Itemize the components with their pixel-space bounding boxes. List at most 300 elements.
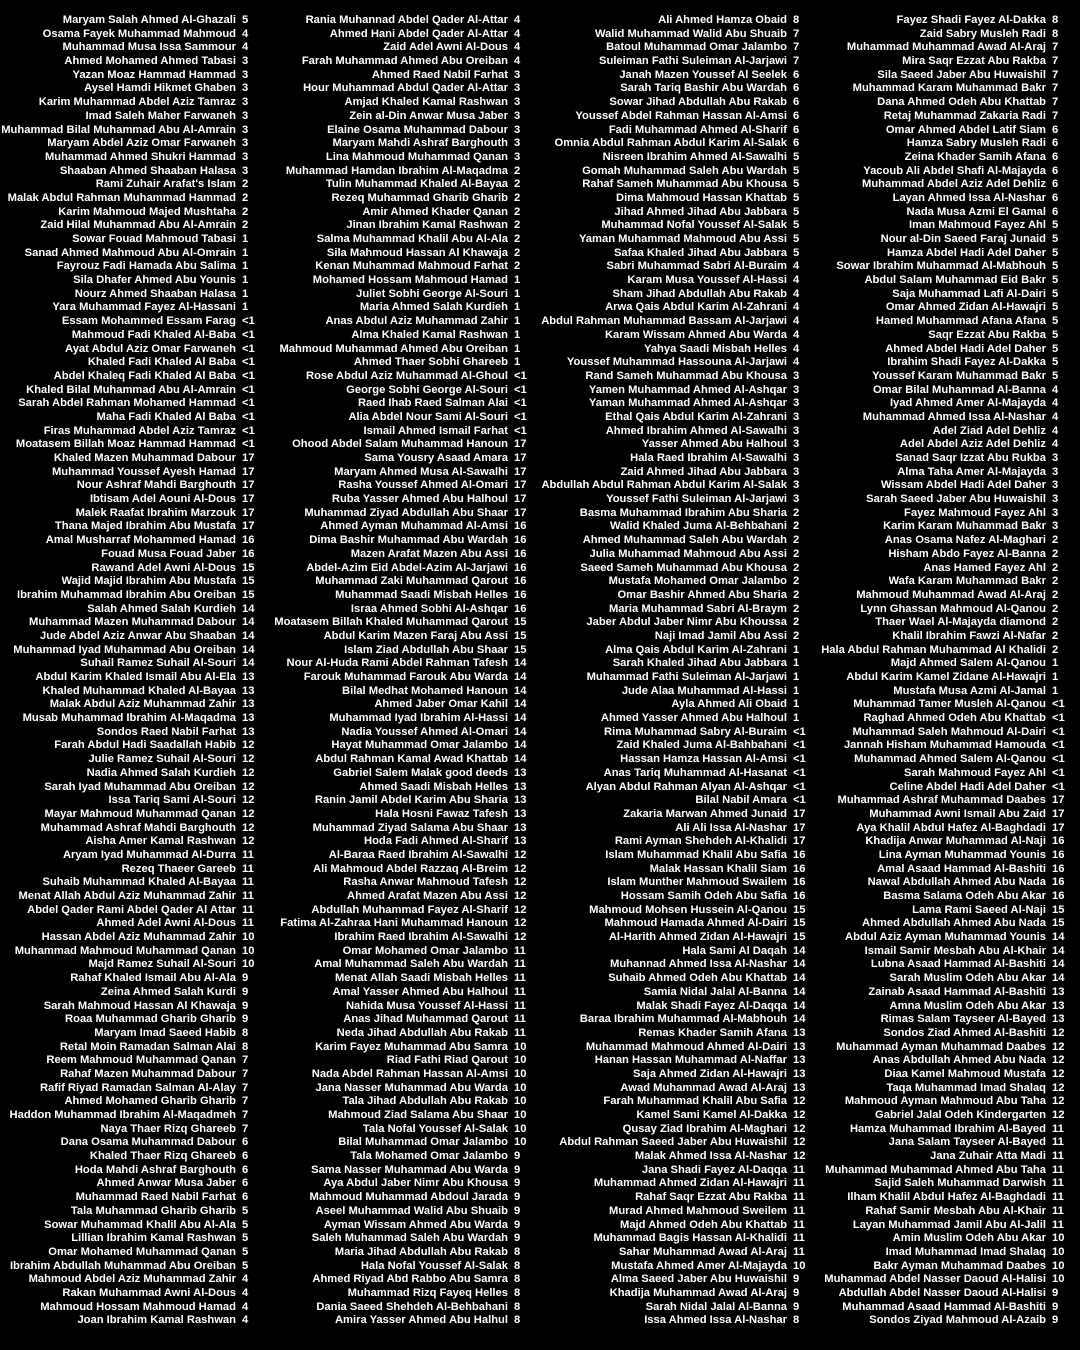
list-item [812, 986, 1068, 1000]
person-age: 3 [242, 137, 249, 150]
person-name: Mira Saqr Ezzat Abu Rakba [902, 55, 1046, 68]
person-age: 9 [514, 1150, 521, 1163]
list-item [534, 890, 809, 904]
person-name: Hoda Fadi Ahmed Al-Sharif [364, 835, 508, 848]
person-name: Omnia Abdul Rahman Abdul Karim Al-Salak [554, 137, 787, 150]
person-name: Mustafa Mohamed Omar Jalambo [608, 575, 787, 588]
person-age: 1 [1052, 671, 1059, 683]
person-name: Sowar Fouad Mahmoud Tabasi [72, 233, 236, 245]
list-item [812, 657, 1068, 671]
list-item [262, 1082, 530, 1096]
list-item [534, 1082, 809, 1096]
person-age: 14 [514, 657, 527, 670]
person-name: Hassan Hamza Hassan Al-Amsi [620, 753, 787, 766]
person-age: 11 [793, 1191, 805, 1204]
list-item [534, 931, 809, 945]
person-age: 10 [242, 944, 255, 957]
person-name: Sila Saeed Jaber Abu Huwaishil [877, 68, 1046, 81]
person-age: 15 [514, 616, 527, 629]
list-item [534, 1013, 809, 1027]
person-name: Muhammad Ayman Muhammad Daabes [836, 1040, 1046, 1053]
list-item [812, 562, 1068, 576]
list-item [812, 520, 1068, 534]
person-name: Tala Mohamed Omar Jalambo [350, 1150, 508, 1163]
list-item [812, 1054, 1068, 1068]
person-name: Sowar Muhammad Khalil Abu Al-Ala [44, 1218, 236, 1231]
person-name: Qusay Ziad Ibrahim Al-Maghari [622, 1122, 787, 1135]
list-item [812, 178, 1068, 192]
list-item [262, 206, 530, 220]
person-age: 17 [793, 835, 806, 848]
list-item [262, 493, 530, 507]
person-name: Ibrahim Shadi Fayez Al-Dakka [887, 356, 1046, 369]
person-age: 1 [514, 356, 521, 369]
person-name: Islam Muhammad Khalil Abu Safia [605, 848, 787, 861]
person-age: 17 [514, 506, 527, 519]
person-name: Maryam Salah Ahmed Al-Ghazali [62, 14, 236, 26]
person-name: Ahmed Thaer Sobhi Ghareeb [353, 356, 508, 369]
person-name: Lina Ayman Muhammad Younis [878, 848, 1046, 861]
person-name: Rimas Salam Tayseer Al-Bayed [880, 1013, 1046, 1026]
person-age: 10 [514, 1054, 527, 1067]
person-age: 7 [793, 41, 800, 54]
person-age: 11 [1052, 1177, 1064, 1190]
person-age: 17 [1052, 807, 1065, 820]
person-name: Jana Nasser Muhammad Abu Warda [315, 1081, 508, 1094]
person-name: Saeed Sameh Muhammad Abu Khousa [580, 561, 787, 574]
person-age: 14 [793, 985, 806, 998]
list-item [0, 644, 258, 658]
list-item [262, 1219, 530, 1233]
list-item [534, 151, 809, 165]
memorial-name-list [0, 14, 1080, 1344]
person-age: 2 [1052, 575, 1059, 588]
list-item [0, 110, 258, 124]
list-item [262, 1054, 530, 1068]
person-name: Amir Ahmed Khader Qanan [362, 205, 508, 218]
person-age: 2 [793, 520, 800, 533]
person-age: 6 [793, 123, 800, 136]
person-name: Jihad Ahmed Jihad Abu Jabbara [614, 205, 787, 218]
list-item [534, 315, 809, 329]
list-item [262, 890, 530, 904]
list-item [262, 1000, 530, 1014]
person-name: Jana Zuhair Atta Madi [930, 1150, 1046, 1163]
list-item [534, 698, 809, 712]
list-item [0, 1260, 258, 1274]
list-item [0, 972, 258, 986]
person-name: Muhammad Tamer Musleh Al-Qanou [853, 698, 1046, 711]
person-age: 14 [793, 944, 806, 957]
list-item [262, 1260, 530, 1274]
person-age: 13 [242, 725, 255, 738]
person-name: Issa Ahmed Issa Al-Nashar [644, 1314, 787, 1327]
list-item [812, 1150, 1068, 1164]
person-name: Youssef Fathi Suleiman Al-Jarjawi [606, 493, 787, 506]
person-age: 10 [514, 1109, 527, 1121]
list-item [0, 1314, 258, 1328]
person-name: Aisha Amer Kamal Rashwan [85, 835, 236, 848]
list-item [534, 165, 809, 179]
person-name: Nawal Abdullah Ahmed Abu Nada [867, 876, 1046, 889]
person-age: 2 [514, 219, 521, 232]
person-name: Tulin Muhammad Khaled Al-Bayaa [325, 178, 508, 191]
list-item [262, 1205, 530, 1219]
list-item [812, 726, 1068, 740]
person-age: 10 [514, 1136, 527, 1149]
person-age: 14 [514, 712, 527, 725]
list-item [262, 110, 530, 124]
person-age: 12 [793, 1150, 806, 1163]
list-item [0, 247, 258, 261]
person-age: 14 [242, 629, 255, 642]
list-item [0, 917, 258, 931]
person-age: 14 [793, 972, 806, 985]
list-item [534, 82, 809, 96]
list-item [534, 644, 809, 658]
person-name: Khaled Mazen Muhammad Dabour [53, 452, 236, 464]
person-name: Gabriel Salem Malak good deeds [333, 766, 508, 779]
person-name: Abdul Karim Kamel Zidane Al-Hawajri [846, 671, 1046, 683]
person-name: Layan Ahmed Issa Al-Nashar [892, 191, 1046, 204]
person-name: Ibtisam Adel Aouni Al-Dous [89, 493, 236, 506]
person-age: 6 [242, 1136, 249, 1149]
person-age: 14 [514, 739, 527, 752]
person-name: Hala Abdul Rahman Muhammad Al Khalidi [821, 643, 1046, 656]
person-age: 4 [1052, 383, 1059, 396]
person-name: Al-Harith Ahmed Zidan Al-Hawajri [608, 931, 787, 944]
list-item [0, 137, 258, 151]
list-item [812, 343, 1068, 357]
person-age: 16 [514, 602, 527, 615]
person-age: <1 [793, 725, 806, 738]
person-age: 3 [1052, 465, 1059, 478]
list-item [812, 822, 1068, 836]
person-name: Alia Abdel Nour Sami Al-Souri [348, 410, 508, 423]
person-name: Muhammad Muhammad Ahmed Abu Taha [825, 1163, 1046, 1176]
person-name: Aryam Iyad Muhammad Al-Durra [62, 848, 236, 861]
person-name: Lina Mahmoud Muhammad Qanan [325, 150, 508, 163]
list-item [0, 1301, 258, 1315]
person-name: Mahmoud Ayman Mahmoud Abu Taha [844, 1095, 1046, 1108]
person-name: Nadia Youssef Ahmed Al-Omari [341, 725, 508, 738]
list-item [812, 794, 1068, 808]
list-item [0, 1041, 258, 1055]
person-age: 4 [242, 1273, 249, 1286]
person-name: Ahmed Muhammad Saleh Abu Wardah [582, 534, 787, 547]
person-age: 2 [242, 191, 249, 204]
person-name: Ahmed Ibrahim Ahmed Al-Sawalhi [605, 424, 787, 437]
person-age: 17 [242, 506, 255, 519]
person-name: Zaid Adel Awni Al-Dous [383, 41, 508, 54]
list-item [534, 753, 809, 767]
person-name: Janah Mazen Youssef Al Seelek [619, 68, 787, 81]
person-age: <1 [793, 794, 806, 807]
person-age: <1 [242, 438, 255, 451]
list-item [262, 603, 530, 617]
person-name: Zeina Ahmed Salah Kurdi [100, 985, 236, 998]
list-item [812, 1191, 1068, 1205]
list-item [534, 1314, 809, 1328]
person-age: 6 [1052, 178, 1059, 191]
list-item [534, 1273, 809, 1287]
person-age: 16 [242, 547, 255, 560]
list-item [262, 986, 530, 1000]
list-item [262, 96, 530, 110]
list-item [0, 124, 258, 138]
list-item [812, 1082, 1068, 1096]
person-name: Hayat Muhammad Omar Jalambo [331, 739, 508, 752]
person-age: 12 [514, 862, 527, 875]
list-item [0, 808, 258, 822]
person-age: 15 [514, 643, 527, 656]
person-name: Sarah Khaled Jihad Abu Jabbara [612, 657, 787, 670]
list-item [0, 657, 258, 671]
person-name: Muhammad Karam Muhammad Bakr [852, 82, 1046, 95]
list-item [262, 726, 530, 740]
list-item [0, 1287, 258, 1301]
person-age: 12 [242, 807, 255, 820]
person-name: Sila Dhafer Ahmed Abu Younis [73, 274, 236, 287]
person-age: 17 [793, 807, 806, 820]
list-item [812, 356, 1068, 370]
person-age: 11 [1052, 1150, 1064, 1163]
person-name: Nour al-Din Saeed Faraj Junaid [880, 233, 1046, 245]
person-age: 14 [1052, 931, 1065, 944]
person-age: 1 [514, 342, 521, 355]
list-item [0, 452, 258, 466]
person-name: Ali Ahmed Hamza Obaid [658, 14, 787, 26]
person-age: 4 [793, 274, 800, 287]
person-name: Rasha Anwar Mahmoud Tafesh [343, 876, 508, 889]
person-age: 1 [242, 301, 249, 314]
person-age: 12 [514, 931, 527, 944]
person-name: Abdullah Muhammad Fayez Al-Sharif [311, 903, 508, 916]
person-age: 3 [1052, 506, 1059, 519]
person-name: Omar Bashir Ahmed Abu Sharia [617, 588, 787, 601]
person-name: Iyad Ahmed Amer Al-Majayda [889, 397, 1046, 410]
list-item [534, 1219, 809, 1233]
person-age: <1 [242, 397, 255, 410]
person-age: 11 [514, 944, 526, 957]
list-item [812, 124, 1068, 138]
person-name: Karam Musa Youssef Al-Hassi [627, 274, 787, 287]
person-age: 5 [1052, 315, 1059, 328]
list-item [262, 233, 530, 247]
person-age: 1 [242, 287, 249, 300]
person-age: 10 [1052, 1245, 1065, 1258]
person-age: 17 [514, 452, 527, 464]
person-name: Sarah Saeed Jaber Abu Huwaishil [866, 493, 1046, 506]
person-age: 3 [514, 137, 521, 150]
person-age: 8 [1052, 14, 1059, 26]
person-age: 3 [514, 109, 521, 122]
person-name: Yacoub Ali Abdel Shafi Al-Majayda [863, 164, 1046, 177]
person-name: Sanad Ahmed Mahmoud Abu Al-Omrain [24, 246, 236, 259]
person-name: Khaled Muhammad Khaled Al-Bayaa [42, 684, 236, 697]
person-age: 9 [514, 1163, 521, 1176]
person-name: Taqa Muhammad Imad Shalaq [886, 1081, 1046, 1094]
person-name: Fayrouz Fadi Hamada Abu Salima [56, 260, 236, 273]
person-name: Abdullah Abdul Rahman Abdul Karim Al-Salak [541, 479, 787, 492]
person-age: 11 [514, 958, 526, 971]
person-age: 5 [1052, 369, 1059, 382]
person-name: Musab Muhammad Ibrahim Al-Maqadma [22, 712, 236, 725]
person-name: Ayat Abdul Aziz Omar Farwaneh [65, 342, 236, 355]
list-item [0, 1054, 258, 1068]
person-name: Zaid Khaled Juma Al-Bahbahani [616, 739, 787, 752]
person-name: Muhammad Iyad Ibrahim Al-Hassi [329, 712, 508, 725]
list-item [262, 657, 530, 671]
list-item [812, 329, 1068, 343]
list-item [0, 1095, 258, 1109]
list-item [0, 219, 258, 233]
list-item [534, 630, 809, 644]
list-item [262, 356, 530, 370]
person-name: Yazan Moaz Hammad Hammad [72, 68, 236, 81]
person-name: Maryam Abdel Aziz Omar Farwaneh [47, 137, 236, 150]
list-item [812, 904, 1068, 918]
person-age: 6 [1052, 150, 1059, 163]
person-age: <1 [1052, 712, 1065, 725]
person-name: Zaid Sabry Musleh Radi [919, 27, 1046, 40]
person-age: 4 [793, 260, 800, 273]
list-item [812, 739, 1068, 753]
person-age: 12 [242, 794, 255, 807]
person-age: 16 [1052, 876, 1065, 889]
person-name: Anas Tariq Muhammad Al-Hasanat [603, 766, 787, 779]
person-name: Ranin Jamil Abdel Karim Abu Sharia [314, 794, 508, 807]
person-age: 15 [793, 931, 806, 944]
person-age: 4 [514, 55, 521, 68]
list-item [534, 562, 809, 576]
person-age: 8 [242, 1040, 249, 1053]
list-item [812, 69, 1068, 83]
list-item [534, 1109, 809, 1123]
person-name: Muhammad Zaki Muhammad Qarout [315, 575, 508, 588]
person-age: 10 [514, 1122, 527, 1135]
person-name: Menat Allah Saadi Misbah Helles [334, 972, 508, 985]
person-age: 5 [242, 1218, 249, 1231]
person-name: Abdul Rahman Saeed Jaber Abu Huwaishil [559, 1136, 787, 1149]
person-name: Sarah Iyad Muhammad Abu Oreiban [44, 780, 236, 793]
list-item [262, 260, 530, 274]
person-age: 4 [242, 1286, 249, 1299]
list-item [534, 397, 809, 411]
list-item [812, 534, 1068, 548]
list-item [262, 781, 530, 795]
list-item [0, 739, 258, 753]
list-item [812, 411, 1068, 425]
person-name: Menat Allah Abdul Aziz Muhammad Zahir [18, 890, 236, 902]
person-name: Saja Muhammad Lafi Al-Dairi [892, 287, 1046, 300]
list-item [812, 671, 1068, 685]
list-item [0, 1136, 258, 1150]
person-age: 11 [242, 917, 254, 930]
person-age: 9 [1052, 1314, 1059, 1327]
list-item [262, 835, 530, 849]
person-name: Yasser Ahmed Abu Halhoul [641, 438, 787, 451]
person-name: Sondos Ziad Ahmed Al-Bashiti [883, 1026, 1046, 1039]
list-item [534, 137, 809, 151]
person-age: 13 [242, 684, 255, 697]
list-item [812, 110, 1068, 124]
person-name: Essam Mohammed Essam Farag [61, 315, 236, 328]
person-name: Hala Nofal Youssef Al-Salak [360, 1259, 508, 1272]
list-item [534, 739, 809, 753]
person-name: George Sobhi George Al-Souri [346, 383, 508, 396]
list-item [262, 562, 530, 576]
person-name: Alma Taha Amer Al-Majayda [897, 465, 1046, 478]
list-item [812, 808, 1068, 822]
person-name: Abdel Khaleq Fadi Khaled Al Baba [53, 369, 236, 382]
list-item [0, 233, 258, 247]
person-name: Sham Jihad Abdullah Abu Rakab [612, 287, 787, 300]
person-age: 14 [1052, 972, 1065, 985]
person-name: Alma Qais Abdul Karim Al-Zahrani [605, 643, 787, 656]
list-item [262, 1273, 530, 1287]
list-item [262, 1177, 530, 1191]
person-name: Muhammad Youssef Ayesh Hamad [51, 465, 236, 478]
person-age: 17 [1052, 794, 1065, 807]
person-age: <1 [514, 424, 527, 437]
person-name: Aseel Muhammad Walid Abu Shuaib [315, 1204, 508, 1217]
person-name: Muhammad Ahmed Shukri Hammad [44, 150, 236, 163]
list-item [262, 14, 530, 28]
person-age: 13 [514, 821, 527, 834]
person-name: Hamed Muhammad Afana Afana [875, 315, 1046, 328]
list-item [812, 589, 1068, 603]
list-item [812, 288, 1068, 302]
list-item [534, 96, 809, 110]
person-age: 2 [1052, 547, 1059, 560]
person-age: 9 [1052, 1300, 1059, 1313]
person-name: Ahmed Anwar Musa Jaber [96, 1177, 236, 1190]
person-age: 12 [514, 876, 527, 889]
person-name: Osama Fayek Muhammad Mahmoud [42, 27, 236, 40]
person-age: 10 [1052, 1232, 1065, 1245]
list-item [534, 28, 809, 42]
person-name: Muhannad Ahmed Issa Al-Nashar [610, 958, 787, 971]
person-age: 1 [793, 698, 800, 711]
person-name: Zakaria Marwan Ahmed Junaid [623, 807, 787, 820]
person-name: Al-Baraa Raed Ibrahim Al-Sawalhi [328, 848, 508, 861]
person-age: 11 [1052, 1163, 1064, 1176]
person-age: 7 [242, 1054, 249, 1067]
person-age: <1 [242, 342, 255, 355]
list-item [0, 685, 258, 699]
person-age: 5 [242, 1245, 249, 1258]
person-name: Muhammad Ahmed Issa Al-Nashar [862, 410, 1046, 423]
person-age: 2 [1052, 643, 1059, 656]
person-age: 5 [242, 1259, 249, 1272]
person-name: Dima Mahmoud Hassan Khattab [616, 191, 787, 204]
list-item [0, 589, 258, 603]
person-age: 1 [793, 643, 800, 656]
list-item [812, 260, 1068, 274]
person-name: Muhammad Nofal Youssef Al-Salak [601, 219, 787, 232]
person-age: 17 [514, 465, 527, 478]
person-age: 8 [514, 1259, 521, 1272]
person-age: 6 [1052, 137, 1059, 150]
person-name: Saleh Muhammad Saleh Abu Wardah [311, 1232, 508, 1245]
list-item [262, 589, 530, 603]
list-item [812, 165, 1068, 179]
list-item [0, 329, 258, 343]
list-item [262, 466, 530, 480]
person-age: 13 [1052, 985, 1065, 998]
list-item [534, 1287, 809, 1301]
